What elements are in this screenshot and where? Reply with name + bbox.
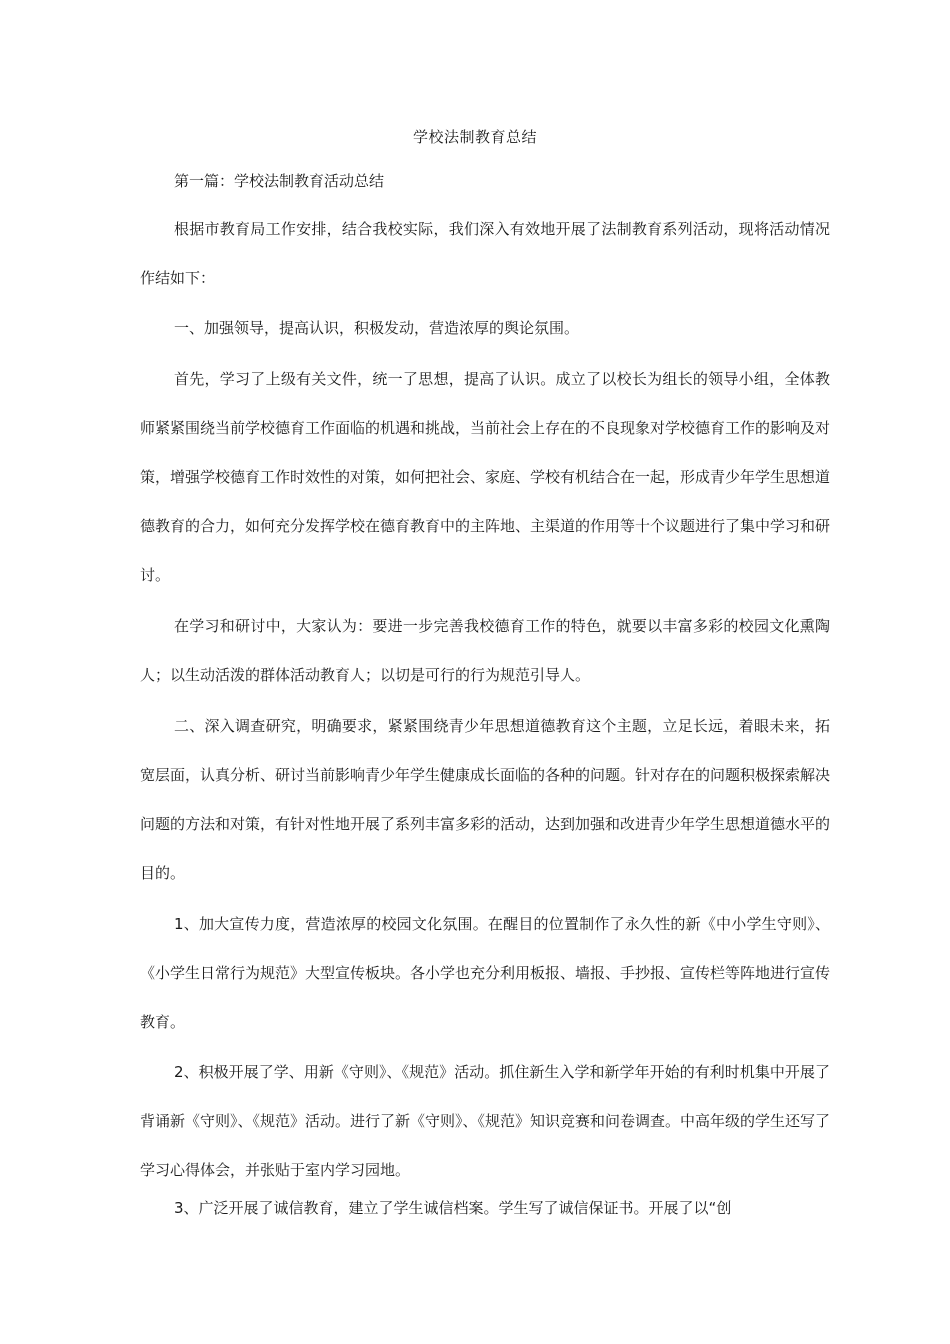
paragraph-heading-1: 一、加强领导，提高认识，积极发动，营造浓厚的舆论氛围。 xyxy=(174,319,580,337)
paragraph-item-1: 1、加大宣传力度，营造浓厚的校园文化氛围。在醒目的位置制作了永久性的新《中小学生守则》、《小学生日常行为规范》大型宣传板块。各小学也充分利用板报、墙报、手抄报、宣传栏等阵地进行宣传教育。 xyxy=(140,915,831,1031)
paragraph-heading-2: 二、深入调查研究，明确要求，紧紧围绕青少年思想道德教育这个主题，立足长远，着眼未来，拓宽层面，认真分析、研讨当前影响青少年学生健康成长面临的各种的问题。针对存在的问题积极探索解决问题的方法和对策，有针对性地开展了系列丰富多彩的活动，达到加强和改进青少年学生思想道德水平的目的。 xyxy=(140,717,831,882)
paragraph-intro: 根据市教育局工作安排，结合我校实际，我们深入有效地开展了法制教育系列活动，现将活动情况作结如下： xyxy=(140,220,830,287)
section-title: 第一篇：学校法制教育活动总结 xyxy=(174,172,385,190)
paragraph-item-3: 3、广泛开展了诚信教育，建立了学生诚信档案。学生写了诚信保证书。开展了以“创 xyxy=(174,1199,732,1217)
paragraph-body-2: 在学习和研讨中，大家认为：要进一步完善我校德育工作的特色，就要以丰富多彩的校园文化熏陶人；以生动活泼的群体活动教育人；以切是可行的行为规范引导人。 xyxy=(140,617,830,684)
paragraph-body-1: 首先，学习了上级有关文件，统一了思想，提高了认识。成立了以校长为组长的领导小组，全体教师紧紧围绕当前学校德育工作面临的机遇和挑战，当前社会上存在的不良现象对学校德育工作的影响及对策，增强学校德育工作时效性的对策，如何把社会、家庭、学校有机结合在一起，形成青少年学生思想道德教育的合力，如何充分发挥学校在德育教育中的主阵地、主渠道的作用等十个议题进行了集中学习和研讨。 xyxy=(140,370,831,584)
paragraph-item-2: 2、积极开展了学、用新《守则》、《规范》活动。抓住新生入学和新学年开始的有利时机集中开展了背诵新《守则》、《规范》活动。进行了新《守则》、《规范》知识竞赛和问卷调查。中高年级的学生还写了学习心得体会，并张贴于室内学习园地。 xyxy=(140,1063,831,1179)
document-title: 学校法制教育总结 xyxy=(412,128,537,146)
